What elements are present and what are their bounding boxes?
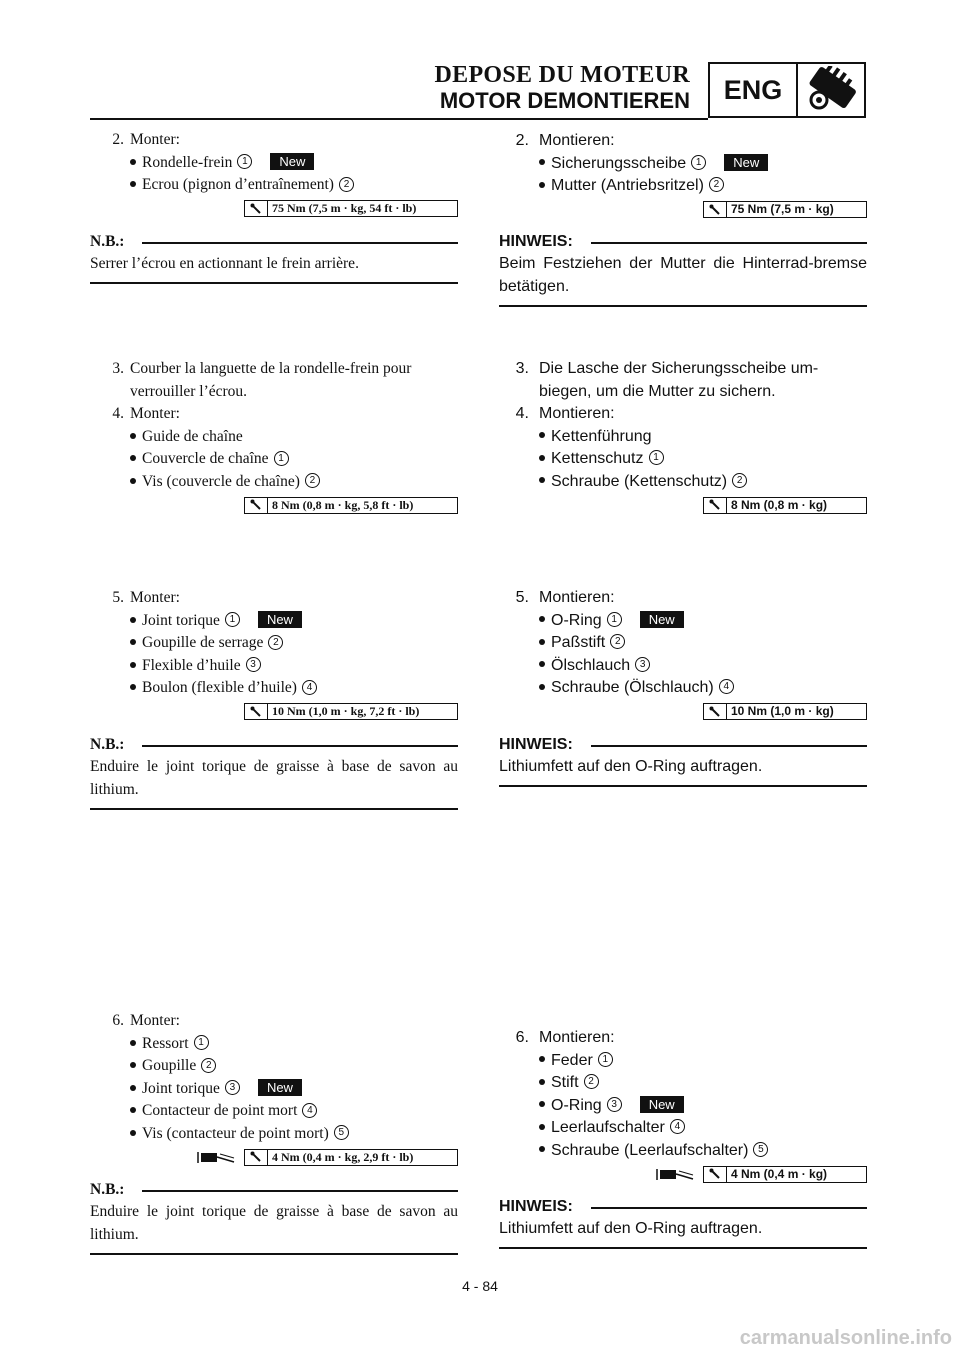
de-step-6 [499,1027,867,1184]
de-step-5 [499,587,867,722]
item-label: Sicherungsscheibe [551,154,687,172]
watermark: carmanualsonline.info [739,1327,952,1349]
bullet-icon [130,478,136,484]
step-title: Montieren: [539,132,615,149]
callout-4: 4 [302,680,317,695]
callout-1: 1 [194,1035,209,1050]
list-item [499,610,867,633]
step-title: Monter: [130,131,180,148]
item-label: Flexible d’huile [142,656,241,674]
list-item [90,677,458,700]
list-item [499,471,867,494]
callout-3: 3 [607,1097,622,1112]
list-item [499,1050,867,1073]
step-number: 2. [112,131,124,148]
section-label: ENG [710,64,798,116]
fr-note-2 [90,735,458,810]
new-badge: New [270,153,314,170]
callout-1: 1 [237,154,252,169]
torque-spec [244,200,458,217]
item-label: O-Ring [551,1096,602,1114]
bullet-icon [539,455,545,461]
torque-wrench-icon [245,201,268,216]
fr-step-3 [90,358,458,403]
list-item [499,1117,867,1140]
note-heading: HINWEIS: [499,736,573,753]
torque-spec [244,703,458,720]
torque-wrench-icon [245,1150,268,1165]
list-item [90,655,458,678]
bullet-icon [539,1101,545,1107]
bullet-icon [539,684,545,690]
torque-value: 4 Nm (0,4 m · kg, 2,9 ft · lb) [272,1149,414,1164]
list-item [499,632,867,655]
list-item [499,1072,867,1095]
fr-step-2 [90,129,458,219]
step-title: Montieren: [539,405,615,422]
bullet-icon [130,1107,136,1113]
step-text-cont: biegen, um die Mutter zu sichern. [539,382,776,400]
torque-wrench-icon [704,1167,727,1182]
bullet-icon [130,639,136,645]
fr-step-5 [90,587,458,722]
new-badge: New [258,1079,302,1096]
list-item [90,1100,458,1123]
bullet-icon [130,684,136,690]
torque-wrench-icon [704,704,727,719]
callout-4: 4 [719,679,734,694]
de-step-4 [499,403,867,515]
item-label: Goupille [142,1057,197,1074]
step-title: Monter: [130,1012,180,1029]
header-title-de: MOTOR DEMONTIEREN [439,88,690,113]
bullet-icon [130,1062,136,1068]
fr-note-1 [90,232,458,284]
new-badge: New [258,611,302,628]
bullet-icon [539,616,545,622]
step-title: Monter: [130,405,180,422]
bullet-icon [539,661,545,667]
callout-5: 5 [753,1142,768,1157]
item-label: Schraube (Kettenschutz) [551,472,728,490]
bullet-icon [539,639,545,645]
callout-3: 3 [225,1080,240,1095]
torque-wrench-icon [704,498,727,513]
item-label: Joint torique [142,611,220,629]
torque-spec [703,1166,867,1183]
list-item [90,152,458,175]
page-number: 4 - 84 [462,1278,498,1294]
torque-value: 4 Nm (0,4 m · kg) [731,1166,828,1181]
bullet-icon [130,159,136,165]
step-text: Die Lasche der Sicherungsscheibe um- [539,360,819,377]
note-heading: N.B.: [90,233,125,250]
callout-1: 1 [607,612,622,627]
callout-1: 1 [598,1052,613,1067]
bullet-icon [539,159,545,165]
list-item [499,448,867,471]
item-label: Mutter (Antriebsritzel) [551,177,704,194]
list-item [90,1033,458,1056]
note-text: Lithiumfett auf den O-Ring auftragen. [499,1220,763,1237]
de-step-3 [499,358,867,403]
item-label: Goupille de serrage [142,634,264,651]
note-text: Enduire le joint torique de graisse à base de savon au lithium. [90,758,458,798]
item-label: Kettenschutz [551,450,644,467]
list-item [90,448,458,471]
callout-2: 2 [709,177,724,192]
item-label: Schraube (Leerlaufschalter) [551,1141,749,1159]
callout-2: 2 [584,1074,599,1089]
bullet-icon [130,455,136,461]
step-number: 2. [515,132,529,149]
list-item [90,174,458,197]
section-badge [708,62,866,118]
step-number: 5. [112,589,124,606]
step-number: 5. [515,589,529,606]
list-item [499,655,867,678]
de-note-1 [499,232,867,307]
torque-spec [703,497,867,514]
note-text: Lithiumfett auf den O-Ring auftragen. [499,758,763,775]
bullet-icon [130,433,136,439]
callout-2: 2 [305,473,320,488]
note-heading: N.B.: [90,1181,125,1198]
step-number: 3. [112,360,124,377]
callout-3: 3 [635,657,650,672]
de-note-3 [499,1197,867,1249]
bullet-icon [130,181,136,187]
list-item [90,1123,458,1146]
fr-step-4 [90,403,458,515]
callout-4: 4 [302,1103,317,1118]
torque-spec [244,1149,458,1166]
step-number: 4. [112,405,124,422]
callout-1: 1 [691,155,706,170]
engine-icon [798,64,864,116]
item-label: Ecrou (pignon d’entraînement) [142,176,334,193]
torque-spec [244,497,458,514]
torque-value: 10 Nm (1,0 m · kg, 7,2 ft · lb) [272,704,420,718]
header-title-fr: DEPOSE DU MOTEUR [434,62,690,88]
list-item [90,1078,458,1101]
new-badge: New [640,1096,684,1113]
step-number: 6. [515,1029,529,1046]
header-rule [90,118,708,120]
note-heading: HINWEIS: [499,1198,573,1215]
torque-value: 10 Nm (1,0 m · kg) [731,704,834,718]
torque-spec [703,703,867,720]
callout-1: 1 [225,612,240,627]
de-step-2 [499,130,867,220]
step-title: Montieren: [539,589,615,606]
bullet-icon [539,182,545,188]
item-label: Couvercle de chaîne [142,450,269,467]
bullet-icon [130,617,136,623]
item-label: Leerlaufschalter [551,1119,665,1136]
grease-icon [653,1166,697,1183]
callout-5: 5 [334,1125,349,1140]
item-label: Boulon (flexible d’huile) [142,679,297,696]
fr-note-3 [90,1180,458,1255]
torque-wrench-icon [245,498,268,513]
torque-value: 75 Nm (7,5 m · kg, 54 ft · lb) [272,201,417,215]
de-note-2 [499,735,867,787]
step-title: Montieren: [539,1029,615,1046]
note-heading: N.B.: [90,736,125,753]
callout-2: 2 [732,473,747,488]
torque-spec [703,201,867,218]
callout-1: 1 [649,450,664,465]
callout-3: 3 [246,657,261,672]
item-label: Paßstift [551,634,606,651]
callout-4: 4 [670,1119,685,1134]
bullet-icon [130,1040,136,1046]
item-label: Contacteur de point mort [142,1102,298,1119]
callout-2: 2 [268,635,283,650]
bullet-icon [130,662,136,668]
bullet-icon [539,1124,545,1130]
note-text: Serrer l’écrou en actionnant le frein arrière. [90,255,359,272]
list-item [499,153,867,176]
note-heading: HINWEIS: [499,233,573,250]
item-label: Schraube (Ölschlauch) [551,679,714,696]
bullet-icon [539,1146,545,1152]
item-label: Guide de chaîne [142,427,243,445]
list-item [90,426,458,449]
bullet-icon [539,432,545,438]
list-item [499,677,867,700]
list-item [90,471,458,494]
item-label: Ölschlauch [551,656,631,674]
bullet-icon [539,1056,545,1062]
item-label: O-Ring [551,611,602,629]
item-label: Vis (contacteur de point mort) [142,1124,329,1142]
new-badge: New [724,154,768,171]
step-text: Courber la languette de la rondelle-frein pour [130,360,412,377]
item-label: Kettenführung [551,427,652,445]
bullet-icon [539,477,545,483]
callout-2: 2 [610,634,625,649]
list-item [499,1095,867,1118]
step-number: 6. [112,1012,124,1029]
fr-step-6 [90,1010,458,1167]
item-label: Stift [551,1074,579,1091]
item-label: Ressort [142,1034,189,1052]
new-badge: New [640,611,684,628]
torque-value: 8 Nm (0,8 m · kg) [731,497,828,512]
item-label: Feder [551,1051,593,1069]
step-title: Monter: [130,589,180,606]
torque-value: 75 Nm (7,5 m · kg) [731,202,834,216]
list-item [499,175,867,198]
callout-2: 2 [201,1058,216,1073]
list-item [499,1140,867,1163]
torque-wrench-icon [245,704,268,719]
bullet-icon [539,1079,545,1085]
note-text: Beim Festziehen der Mutter die Hinterrad-bremse betätigen. [499,255,867,295]
list-item [90,632,458,655]
step-number: 3. [515,360,529,377]
step-text-cont: verrouiller l’écrou. [130,382,248,400]
list-item [90,610,458,633]
torque-wrench-icon [704,202,727,217]
item-label: Rondelle-frein [142,153,233,171]
callout-1: 1 [274,451,289,466]
step-number: 4. [515,405,529,422]
item-label: Joint torique [142,1079,220,1097]
callout-2: 2 [339,177,354,192]
list-item [499,426,867,449]
note-text: Enduire le joint torique de graisse à base de savon au lithium. [90,1203,458,1243]
item-label: Vis (couvercle de chaîne) [142,472,300,490]
list-item [90,1055,458,1078]
torque-value: 8 Nm (0,8 m · kg, 5,8 ft · lb) [272,497,414,512]
bullet-icon [130,1130,136,1136]
bullet-icon [130,1085,136,1091]
grease-icon [194,1149,238,1166]
